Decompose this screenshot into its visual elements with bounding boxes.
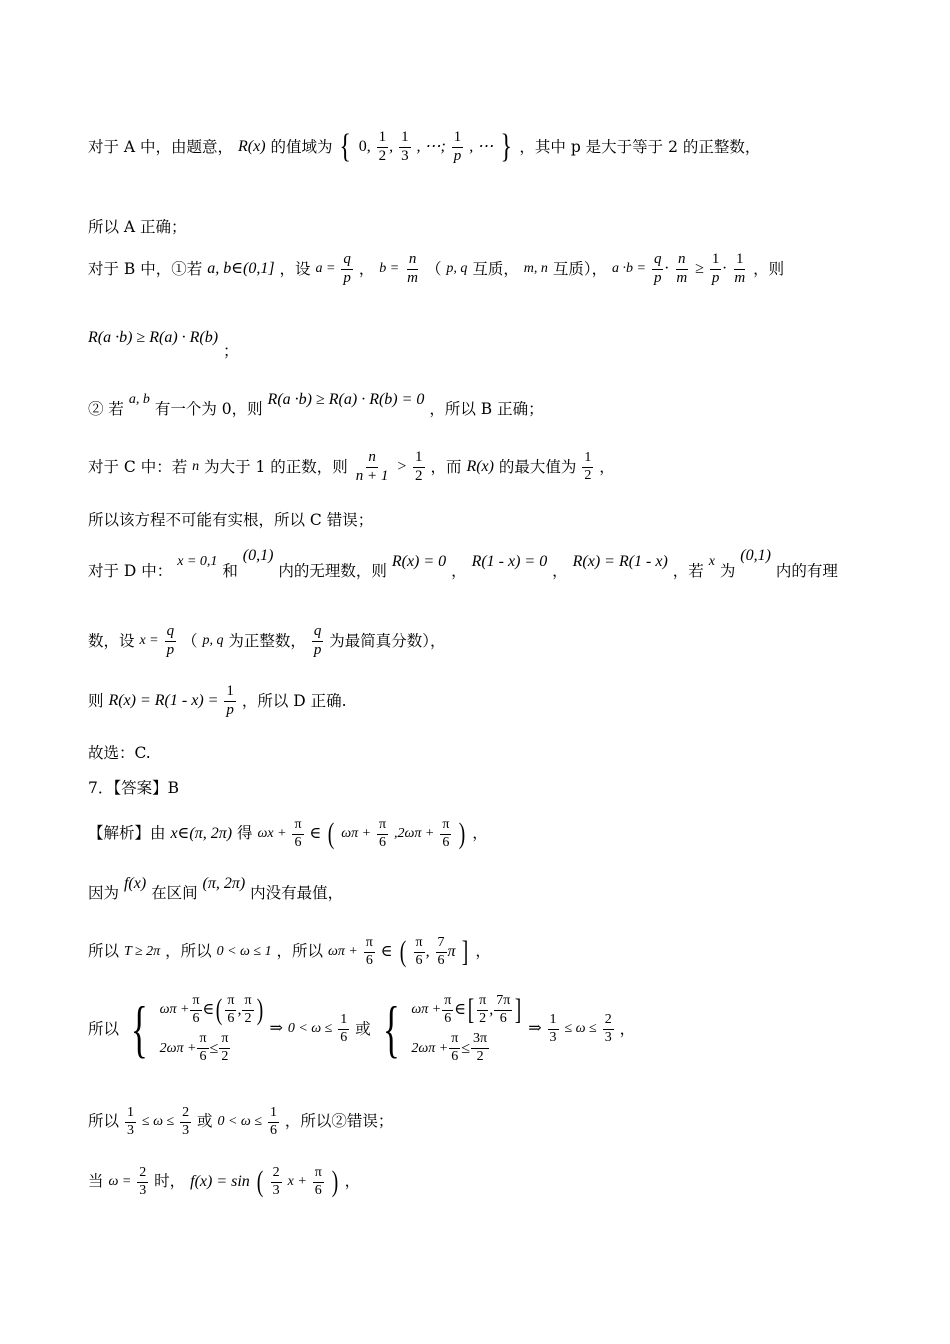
math: x∈(π, 2π) [170,825,233,843]
text: 内的有理 [775,562,838,580]
text: 为正整数， [228,631,306,650]
text: 当 [88,1172,104,1191]
text: ，所以 [276,942,324,961]
text: 内没有最值， [250,884,344,902]
text: 数，设 [88,631,135,650]
fraction-third: $\frac{1}{3}$ [401,129,409,164]
line-analysis-start: 【解析】由 x∈(π, 2π) 得 ωx + $\frac{\pi}{6}$ ∈ ( ωπ + $\frac{\pi}{6}$ ,2ωπ + $\frac{\pi}{6}$ ) ， [88,817,488,851]
math: n [192,459,200,475]
text: ， [475,942,491,961]
math: 0 < ω ≤ 1 [216,944,272,960]
text: ，则 [753,259,785,278]
text: ，其中 p 是大于等于 2 的正整数， [519,137,761,156]
text: ，所以 D 正确. [241,691,347,710]
text: ，而 [430,457,462,476]
text: 或 [197,1112,213,1131]
text: ，设 [279,259,311,278]
text: 或 [355,1019,371,1038]
math: x = 0,1 [177,554,218,569]
math: m, n [523,261,548,277]
brace-left: { [339,128,352,166]
line-c-wrong: 所以该方程不可能有实根，所以 C 错误； [88,511,374,529]
math: (π, 2π) [202,875,246,892]
math: a, b [128,392,150,407]
text: 【解析】由 [88,824,166,843]
fraction-qp: $\frac{q}{p}$ [343,251,351,286]
text: 则 [88,691,104,710]
line-b-setup: 对于 B 中，①若 a, b∈(0,1] ，设 a = $\frac{q}{p}$ ， b = $\frac{n}{m}$ （ p, q 互质， m, n 互质）， a ·b = $\frac{q}{p}$ · $\frac{n}{m}$ ≥ $\frac{1}{p}$ · $\frac{1}{m}$ ，则 [88,251,785,286]
text: （ [425,259,442,278]
math: ωx + [257,826,287,842]
line-b-inequality [88,330,239,360]
text: 因为 [88,884,120,902]
text: 互质）， [552,259,608,278]
math: p, q [446,261,468,277]
brace-right: } [500,128,513,166]
fraction-half: $\frac{1}{2}$ [378,129,387,164]
text: 得 [237,824,253,843]
text: （ [182,631,198,650]
fraction-1p: $\frac{1}{p}$ [226,683,234,718]
line-a-range: 对于 A 中，由题意， R(x) 的值域为 { 0, $\frac{1}{2}$ , $\frac{1}{3}$ , ⋯; $\frac{1}{p}$ , ⋯ } ，其中 p 是大于等于 2 的正整数， [88,128,761,166]
math: R(x) [466,458,494,476]
text: ，所以②错误； [284,1112,394,1131]
math: , ⋯ [469,138,494,156]
text: 为大于 1 的正数，则 [204,457,348,476]
text: ② 若 [88,400,124,418]
math: b = [379,261,400,277]
text: 为 [719,562,736,580]
fraction-nm: $\frac{n}{m}$ [407,251,418,286]
line-d-rational: 数，设 x = $\frac{q}{p}$ （ p, q 为正整数， $\frac{q}{p}$ 为最简真分数）， [88,623,446,658]
math: f(x) [123,875,147,892]
text: ，若 [672,562,704,580]
math-inequality: R(a ·b) ≥ R(a) · R(b) = 0 [267,391,425,408]
text: 对于 D 中： [88,562,173,580]
math: , ⋯; [416,138,446,156]
system-1: ωπ + $\frac{\pi}{6}$ ∈( $\frac{\pi}{6}$ , $\frac{\pi}{2}$ ) 2ωπ + $\frac{\pi}{6}$ ≤ $\frac{\pi}{2}$ [159,993,263,1065]
math: a ·b = [612,261,646,277]
math: x [708,554,715,569]
math: 0, [358,138,371,156]
text: 的值域为 [270,137,333,156]
text: 对于 C 中：若 [88,457,188,476]
math: a = [315,261,336,277]
math: R(x) = R(1 - x) = [108,692,219,710]
line-no-extremum [88,876,343,902]
fraction-1p: $\frac{1}{p}$ [453,129,462,164]
text: ，所以 B 正确； [429,400,544,418]
text: ， [358,259,375,278]
text: 对于 A 中，由题意， [88,137,234,156]
text: ， [619,1019,636,1038]
text: ，所以 [165,942,212,961]
line-d-analysis: 对于 D 中： x = 0,1 和 (0,1) 内的无理数，则 R(x) = 0 ， R(1 - x) = 0 ， R(x) = R(1 - x) ，若 x 为 (0,1) 内的有理 [88,547,838,580]
math: (0,1) [242,547,274,564]
line-d-correct [88,684,347,719]
text: 互质， [472,259,519,278]
math: (0,1) [740,547,771,564]
text: 的最大值为 [498,457,577,476]
line-b-zero-case [88,392,544,418]
line-period: 所以 T ≥ 2π ，所以 0 < ω ≤ 1 ，所以 ωπ + $\frac{\pi}{6}$ ∈ ( $\frac{\pi}{6}$ , $\frac{7}{6}$ π ] ， [88,935,491,969]
math: R(1 - x) = 0 [471,553,548,570]
line-omega-case: 当 ω = $\frac{2}{3}$ 时， f(x) = sin ( $\frac{2}{3}$ x + $\frac{\pi}{6}$ ) ， [88,1165,361,1199]
line-systems: 所以 { ωπ + $\frac{\pi}{6}$ ∈( $\frac{\pi}{6}$ , $\frac{\pi}{2}$ ) 2ωπ + $\frac{\pi}{6}$ ≤ $\frac{\pi}{2}$ ⇒ 0 < ω ≤ $\frac{1}{6}$ 或 { ωπ + $\frac{\pi}{6}$ ∈[ $\frac{\pi}{2}$ , $\frac{7\pi}{6}$ ] 2ωπ + $\frac{\pi}{6}$ ≤ $\frac{3\pi}{2}$ ⇒ $\frac{1}{3}$ ≤ ω ≤ $\frac{2}{3}$ ， [88,993,636,1065]
text: 内的无理数，则 [278,562,387,580]
text: 时， [154,1172,186,1191]
text: 对于 B 中，①若 [88,259,203,278]
fraction-half: $\frac{1}{2}$ [415,449,423,484]
line-a-correct: 所以 A 正确； [88,218,187,236]
math: x = [139,633,159,649]
line-c-analysis: 对于 C 中：若 n 为大于 1 的正数，则 $\frac{n}{n + 1}$ > $\frac{1}{2}$ ，而 R(x) 的最大值为 $\frac{1}{2}$ ， [88,449,615,484]
text: 为最简真分数）， [329,631,446,650]
math: R(x) = 0 [391,553,447,570]
text: 在区间 [151,884,198,902]
math-inequality: R(a ·b) ≥ R(a) · R(b) [88,329,219,346]
text: 所以 [88,1019,120,1038]
answer-heading: 7．【答案】B [88,779,180,797]
system-2: ωπ + $\frac{\pi}{6}$ ∈[ $\frac{\pi}{2}$ , $\frac{7\pi}{6}$ ] 2ωπ + $\frac{\pi}{6}$ ≤ $\frac{3\pi}{2}$ [411,993,522,1065]
math: p, q [202,633,224,649]
math: R(x) = R(1 - x) [572,553,668,570]
text: 所以 [88,1112,120,1131]
math: T ≥ 2π [123,944,161,960]
text: ， [472,824,488,843]
text: 和 [222,562,238,580]
math-condition: a, b∈(0,1] [207,260,275,278]
text: 所以 [88,942,120,961]
line-choice: 故选：C. [88,744,151,762]
fraction-n-n1: $\frac{n}{n + 1}$ [355,449,389,484]
text: ， [344,1172,361,1191]
math-rx: R(x) [238,138,266,156]
text: 有一个为 0，则 [154,400,263,418]
text: ， [599,457,615,476]
line-range-result: 所以 $\frac{1}{3}$ ≤ ω ≤ $\frac{2}{3}$ 或 0 < ω ≤ $\frac{1}{6}$ ，所以②错误； [88,1105,394,1138]
text: ； [223,342,239,360]
